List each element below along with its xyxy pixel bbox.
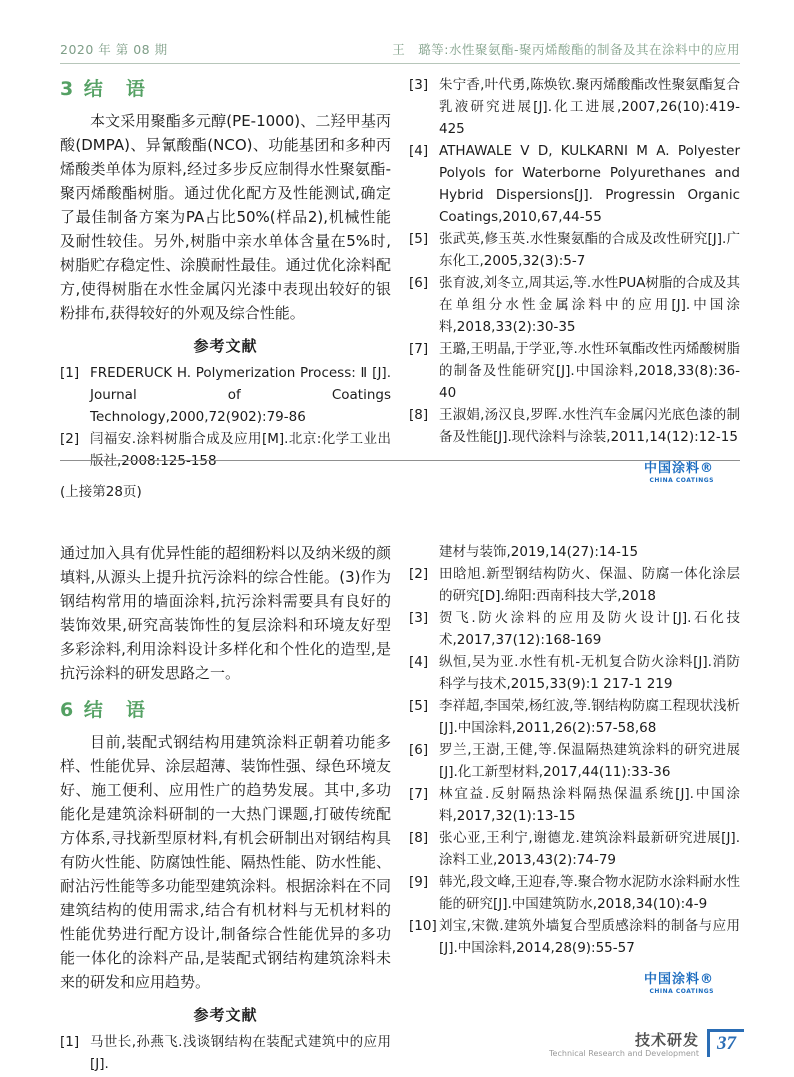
ref-number: [5] bbox=[409, 231, 429, 247]
logo-en-text: CHINA COATINGS bbox=[649, 477, 714, 484]
ref-number: [8] bbox=[409, 830, 429, 846]
page-number: 37 bbox=[707, 1029, 744, 1057]
reference-item bbox=[409, 915, 740, 959]
ref-text: 建材与装饰,2019,14(27):14-15 bbox=[439, 544, 639, 560]
ref-text: 王璐,王明晶,于学亚,等.水性环氧酯改性丙烯酸树脂的制备及性能研究[J].中国涂料,2018,33(8):36-40 bbox=[439, 341, 740, 401]
ref-text: 韩光,段文峰,王迎春,等.聚合物水泥防水涂料耐水性能的研究[J].中国建筑防水,2018,34(10):4-9 bbox=[439, 874, 740, 912]
reference-item bbox=[409, 272, 740, 338]
footer-section-subtitle: Technical Research and Development bbox=[549, 1049, 699, 1058]
ref-number: [10] bbox=[409, 918, 437, 934]
reference-item bbox=[409, 827, 740, 871]
article-2-right-column bbox=[409, 541, 740, 1075]
page-footer bbox=[549, 1029, 744, 1059]
ref-text: 闫福安.涂料树脂合成及应用[M].北京:化学工业出版社,2008:125-158 bbox=[90, 431, 391, 469]
ref-text: ATHAWALE V D, KULKARNI M A. Polyester Polyols for Waterborne Polyurethanes and Hybrid Dispersions[J]. Progressin Organic Coatings,2010,67,44-55 bbox=[439, 143, 740, 225]
page-header bbox=[60, 40, 740, 64]
article-1-right-column bbox=[409, 74, 740, 485]
ref-text: 田晗旭.新型钢结构防火、保温、防腐一体化涂层的研究[D].绵阳:西南科技大学,2018 bbox=[439, 566, 740, 604]
continuation-paragraph: 通过加入具有优异性能的超细粉料以及纳米级的颜填料,从源头上提升抗污涂料的综合性能。(3)作为钢结构常用的墙面涂料,抗污涂料需要具有良好的装饰效果,研究高装饰性的复层涂料和环境友好型多彩涂料,利用涂料设计多样化和个性化的造型,是抗污涂料的研发思路之一。 bbox=[60, 544, 391, 682]
china-coatings-logo bbox=[409, 973, 740, 996]
ref-text: 李祥超,李国荣,杨红波,等.钢结构防腐工程现状浅析[J].中国涂料,2011,26(2):57-58,68 bbox=[439, 698, 740, 736]
ref-text: 张武英,修玉英.水性聚氨酯的合成及改性研究[J].广东化工,2005,32(3):5-7 bbox=[439, 231, 740, 269]
ref-number: [1] bbox=[60, 1034, 80, 1050]
ref-number: [4] bbox=[409, 654, 429, 670]
reference-item bbox=[409, 739, 740, 783]
reference-item bbox=[60, 362, 391, 428]
ref-text: 贺飞.防火涂料的应用及防火设计[J].石化技术,2017,37(12):168-169 bbox=[439, 610, 740, 648]
reference-item bbox=[409, 140, 740, 228]
ref-number: [6] bbox=[409, 742, 429, 758]
ref-number: [4] bbox=[409, 143, 429, 159]
china-coatings-logo bbox=[409, 462, 740, 485]
ref-text: 刘宝,宋微.建筑外墙复合型质感涂料的制备与应用[J].中国涂料,2014,28(9):55-57 bbox=[439, 918, 740, 956]
ref-number: [2] bbox=[60, 431, 80, 447]
ref-number: [5] bbox=[409, 698, 429, 714]
ref-number: [3] bbox=[409, 610, 429, 626]
reference-item bbox=[409, 228, 740, 272]
reference-item bbox=[409, 651, 740, 695]
ref-text: 罗兰,王澍,王健,等.保温隔热建筑涂料的研究进展[J].化工新型材料,2017,44(11):33-36 bbox=[439, 742, 740, 780]
ref-number: [2] bbox=[409, 566, 429, 582]
article-1-left-column bbox=[60, 74, 391, 485]
ref-text: 张心亚,王利宁,谢德龙.建筑涂料最新研究进展[J].涂料工业,2013,43(2):74-79 bbox=[439, 830, 740, 868]
continued-from-note: (上接第28页) bbox=[60, 484, 142, 500]
article-2-left-column bbox=[60, 541, 391, 1075]
logo-en-text: CHINA COATINGS bbox=[649, 988, 714, 995]
reference-item-continuation bbox=[409, 541, 740, 563]
section-heading-3: 3 结 语 bbox=[60, 78, 147, 100]
ref-number: [9] bbox=[409, 874, 429, 890]
ref-text: 张育波,刘冬立,周其运,等.水性PUA树脂的合成及其在单组分水性金属涂料中的应用[J].中国涂料,2018,33(2):30-35 bbox=[439, 275, 740, 335]
ref-text: FREDERUCK H. Polymerization Process: Ⅱ [J]. Journal of Coatings Technology,2000,72(902):79-86 bbox=[90, 365, 391, 425]
article-divider bbox=[60, 460, 740, 461]
section-heading-6: 6 结 语 bbox=[60, 699, 147, 721]
reference-item bbox=[409, 783, 740, 827]
ref-number: [3] bbox=[409, 77, 429, 93]
ref-text: 朱宁香,叶代勇,陈焕钦.聚丙烯酸酯改性聚氨酯复合乳液研究进展[J].化工进展,2007,26(10):419-425 bbox=[439, 77, 740, 137]
ref-number: [7] bbox=[409, 786, 429, 802]
reference-item bbox=[409, 563, 740, 607]
footer-section bbox=[549, 1029, 699, 1059]
reference-item bbox=[60, 428, 391, 472]
ref-number: [7] bbox=[409, 341, 429, 357]
ref-number: [1] bbox=[60, 365, 80, 381]
issue-label: 2020 年 第 08 期 bbox=[60, 42, 168, 57]
reference-item bbox=[409, 74, 740, 140]
ref-text: 纵恒,吴为亚.水性有机-无机复合防火涂料[J].消防科学与技术,2015,33(9):1 217-1 219 bbox=[439, 654, 740, 692]
reference-item bbox=[409, 695, 740, 739]
reference-item bbox=[409, 404, 740, 448]
article-2 bbox=[60, 541, 740, 1075]
running-title: 王 璐等:水性聚氨酯-聚丙烯酸酯的制备及其在涂料中的应用 bbox=[392, 42, 740, 57]
ref-number bbox=[409, 541, 439, 563]
conclusion-paragraph: 目前,装配式钢结构用建筑涂料正朝着功能多样、性能优异、涂层超薄、装饰性强、绿色环境友好、施工便利、应用性广的趋势发展。其中,多功能化是建筑涂料研制的一大热门课题,打破传统配方体系,寻找新型原材料,有机会研制出对钢结构具有防火性能、防腐蚀性能、隔热性能、防水性能、耐沾污性能等多功能型建筑涂料。根据涂料在不同建筑结构的使用需求,结合有机材料与无机材料的性能优势进行配方设计,制备综合性能优异的多功能一体化的涂料产品,是装配式钢结构建筑涂料未来的研发和应用趋势。 bbox=[60, 733, 391, 991]
logo-cn-text: 中国涂料® bbox=[643, 972, 714, 987]
conclusion-paragraph: 本文采用聚酯多元醇(PE-1000)、二羟甲基丙酸(DMPA)、异氰酸酯(NCO)、功能基团和多种丙烯酸类单体为原料,经过多步反应制得水性聚氨酯-聚丙烯酸酯树脂。通过优化配方及性能测试,确定了最佳制备方案为PA占比50%(样品2),机械性能及耐性较佳。另外,树脂中亲水单体含量在5%时,树脂贮存稳定性、涂膜耐性最佳。通过优化涂料配方,使得树脂在水性金属闪光漆中表现出较好的银粉排布,获得较好的外观及综合性能。 bbox=[60, 112, 391, 322]
ref-text: 林宜益.反射隔热涂料隔热保温系统[J].中国涂料,2017,32(1):13-15 bbox=[439, 786, 740, 824]
logo-cn-text: 中国涂料® bbox=[643, 461, 714, 476]
reference-item bbox=[409, 607, 740, 651]
references-heading: 参考文献 bbox=[193, 337, 258, 355]
reference-item bbox=[409, 871, 740, 915]
article-1 bbox=[60, 74, 740, 485]
ref-text: 马世长,孙燕飞.浅谈钢结构在装配式建筑中的应用[J]. bbox=[90, 1034, 391, 1072]
ref-text: 王淑娟,汤汉良,罗晖.水性汽车金属闪光底色漆的制备及性能[J].现代涂料与涂装,2011,14(12):12-15 bbox=[439, 407, 740, 445]
footer-section-title: 技术研发 bbox=[634, 1031, 699, 1049]
ref-number: [8] bbox=[409, 407, 429, 423]
reference-item bbox=[409, 338, 740, 404]
references-heading: 参考文献 bbox=[193, 1006, 258, 1024]
reference-item bbox=[60, 1031, 391, 1075]
ref-number: [6] bbox=[409, 275, 429, 291]
